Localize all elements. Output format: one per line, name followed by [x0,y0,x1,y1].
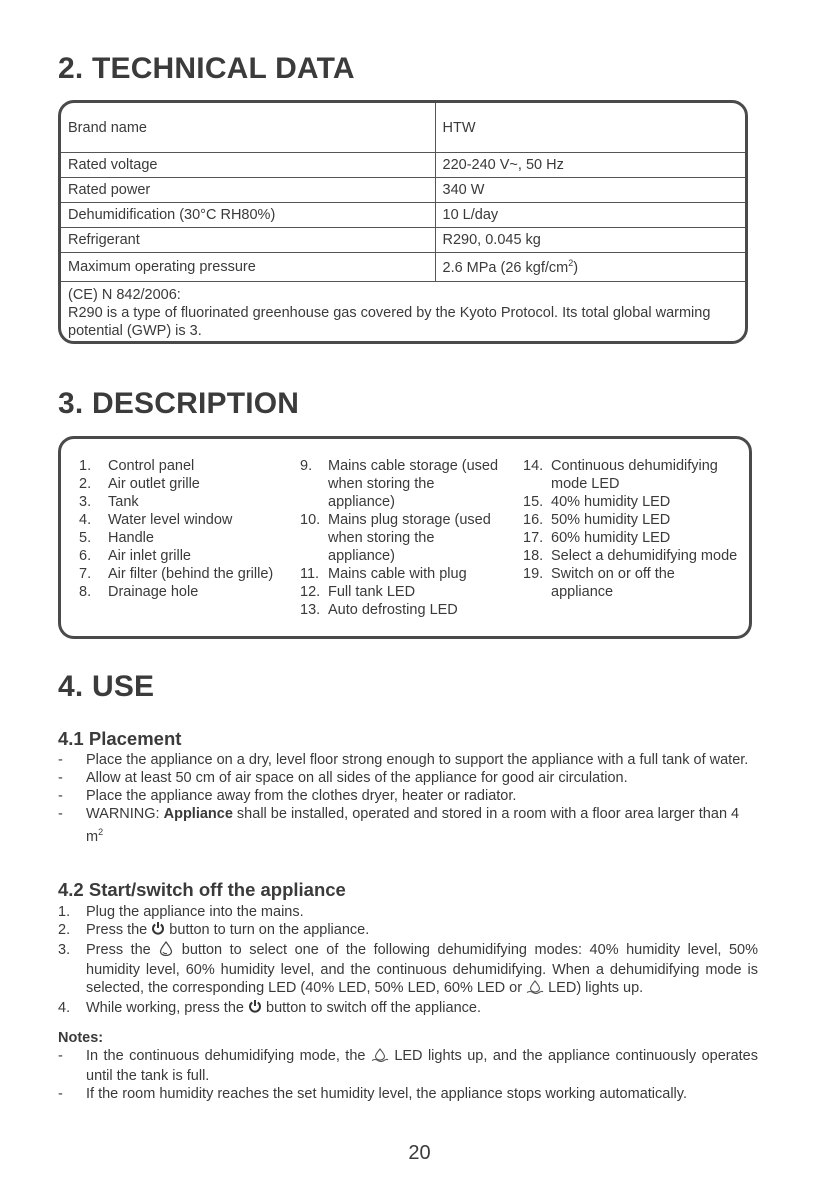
list-item: 1. Plug the appliance into the mains. [58,904,304,920]
notes-list [58,1047,758,1103]
list-item: - In the continuous dehumidifying mode, the LED lights up, and the appliance continuously operates until the tank is full. [58,1048,759,1084]
list-item: 7. Air filter (behind the grille) [79,566,274,582]
description-column-3 [523,457,738,601]
power-icon [151,921,165,941]
list-item: 12. Full tank LED [300,584,416,600]
brand-name-label: Brand name [61,103,435,153]
max-pressure-label: Maximum operating pressure [61,253,435,282]
list-item: 2. Press the button to turn on the appliance. [58,921,758,941]
rated-voltage-label: Rated voltage [61,153,435,178]
rated-power-value: 340 W [435,178,745,203]
list-item: 6. Air inlet grille [79,548,191,564]
table-row [61,228,745,253]
refrigerant-value: R290, 0.045 kg [435,228,745,253]
start-switch-heading: 4.2 Start/switch off the appliance [58,879,346,900]
dehumidification-label: Dehumidification (30°C RH80%) [61,203,435,228]
dehumidification-value: 10 L/day [435,203,745,228]
list-item: - WARNING: Appliance shall be installed, operated and stored in a room with a floor area larger than 4 $m^2$ [58,806,740,845]
list-item: - Place the appliance away from the clothes dryer, heater or radiator. [58,788,517,804]
refrigerant-label: Refrigerant [61,228,435,253]
power-icon [248,999,262,1019]
list-item: 8. Drainage hole [79,584,199,600]
regulation-note [61,282,745,340]
technical-data-heading: 2. TECHNICAL DATA [58,52,355,85]
list-item: 17. 60% humidity LED [523,530,671,546]
list-item: 18. Select a dehumidifying mode [523,548,738,564]
list-item: 9. Mains cable storage (used when storing the appliance) [300,458,499,510]
gwp-statement: R290 is a type of fluorinated greenhouse gas covered by the Kyoto Protocol. Its total global warming potential (GWP) is 3. [68,305,711,339]
brand-name-value: HTW [435,103,745,153]
table-row [61,103,745,153]
list-item: 19. Switch on or off the appliance [523,566,675,600]
list-item: - If the room humidity reaches the set humidity level, the appliance stops working automatically. [58,1086,687,1102]
table-row [61,153,745,178]
continuous-mode-icon [371,1048,389,1067]
table-row [61,253,745,282]
list-item: 5. Handle [79,530,154,546]
mode-droplet-icon [158,941,174,961]
technical-data-table [61,103,745,282]
rated-power-label: Rated power [61,178,435,203]
list-item: 1. Control panel [79,458,195,474]
placement-list [58,751,758,846]
description-heading: 3. DESCRIPTION [58,387,300,420]
start-steps-list [58,903,758,1019]
description-column-1 [79,457,299,601]
list-item: 15. 40% humidity LED [523,494,671,510]
list-item: 11. Mains cable with plug [300,566,467,582]
regulation-reference: (CE) N 842/2006: [68,287,181,303]
list-item: 4. While working, press the button to switch off the appliance. [58,999,758,1019]
list-item: 3. Tank [79,494,139,510]
list-item: 16. 50% humidity LED [523,512,671,528]
list-item: 2. Air outlet grille [79,476,200,492]
list-item: 13. Auto defrosting LED [300,602,458,618]
technical-data-box [58,100,748,344]
use-heading: 4. USE [58,670,155,703]
list-item: 10. Mains plug storage (used when storing the appliance) [300,512,491,564]
max-pressure-value: 2.6 MPa (26 kgf/$cm^2$) [435,253,745,282]
description-box [58,436,752,639]
page-number: 20 [408,1142,431,1164]
list-item: - Place the appliance on a dry, level floor strong enough to support the appliance with a full tank of water. [58,752,749,768]
list-item: 3. Press the button to select one of the following dehumidifying modes: 40% humidity level, 50% humidity level, 60% humidity level, and the continuous dehumidifying. When a dehumidifying mode is selected, the corresponding LED (40% LED, 50% LED, 60% LED or LED) lights up. [58,941,758,999]
table-row [61,203,745,228]
list-item: 14. Continuous dehumidifying mode LED [523,458,718,492]
rated-voltage-value: 220-240 V~, 50 Hz [435,153,745,178]
continuous-mode-icon [526,980,544,999]
description-column-2 [300,457,500,619]
placement-heading: 4.1 Placement [58,728,182,749]
list-item: - Allow at least 50 cm of air space on all sides of the appliance for good air circulation. [58,770,628,786]
list-item: 4. Water level window [79,512,233,528]
notes-heading: Notes: [58,1030,104,1046]
table-row [61,178,745,203]
